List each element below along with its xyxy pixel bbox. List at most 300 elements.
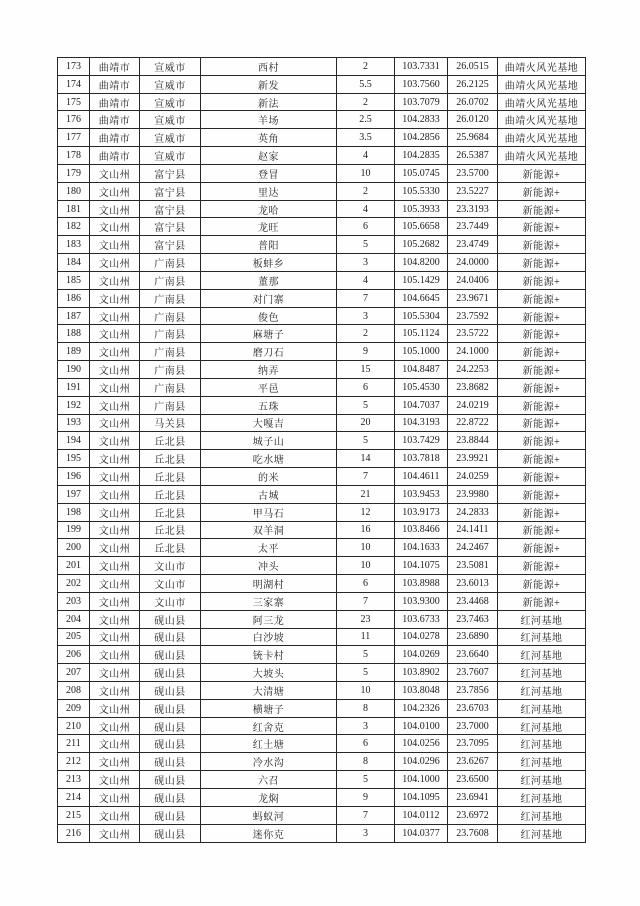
- village-name: 羊场: [201, 111, 337, 129]
- base-category: 曲靖火风光基地: [498, 147, 586, 165]
- latitude: 23.7000: [448, 717, 498, 735]
- village-name: 登冒: [201, 164, 337, 182]
- village-name: 里达: [201, 182, 337, 200]
- base-category: 红河基地: [498, 753, 586, 771]
- base-category: 新能源+: [498, 200, 586, 218]
- row-number: 203: [58, 592, 90, 610]
- capacity-value: 10: [337, 164, 395, 182]
- row-number: 193: [58, 414, 90, 432]
- base-category: 新能源+: [498, 468, 586, 486]
- row-number: 185: [58, 271, 90, 289]
- row-number: 188: [58, 325, 90, 343]
- prefecture: 文山州: [90, 236, 140, 254]
- base-category: 新能源+: [498, 289, 586, 307]
- table-row: [58, 378, 586, 396]
- table-row: [58, 753, 586, 771]
- latitude: 26.5387: [448, 147, 498, 165]
- table-row: [58, 236, 586, 254]
- capacity-value: 4: [337, 271, 395, 289]
- prefecture: 文山州: [90, 200, 140, 218]
- row-number: 212: [58, 753, 90, 771]
- table-row: [58, 361, 586, 379]
- latitude: 24.1000: [448, 343, 498, 361]
- capacity-value: 3: [337, 717, 395, 735]
- prefecture: 文山州: [90, 592, 140, 610]
- table-row: [58, 93, 586, 111]
- row-number: 190: [58, 361, 90, 379]
- village-name: 普阳: [201, 236, 337, 254]
- base-category: 红河基地: [498, 628, 586, 646]
- prefecture: 文山州: [90, 164, 140, 182]
- project-list-table: [57, 57, 586, 843]
- latitude: 23.6640: [448, 646, 498, 664]
- capacity-value: 2: [337, 93, 395, 111]
- table-row: [58, 628, 586, 646]
- longitude: 105.6658: [395, 218, 448, 236]
- county: 富宁县: [140, 164, 201, 182]
- capacity-value: 6: [337, 378, 395, 396]
- table-row: [58, 182, 586, 200]
- longitude: 104.1633: [395, 539, 448, 557]
- row-number: 201: [58, 557, 90, 575]
- table-row: [58, 575, 586, 593]
- longitude: 103.7331: [395, 58, 448, 76]
- row-number: 198: [58, 503, 90, 521]
- base-category: 红河基地: [498, 699, 586, 717]
- capacity-value: 11: [337, 628, 395, 646]
- table-row: [58, 735, 586, 753]
- county: 文山市: [140, 592, 201, 610]
- base-category: 新能源+: [498, 378, 586, 396]
- base-category: 红河基地: [498, 788, 586, 806]
- county: 宣威市: [140, 58, 201, 76]
- capacity-value: 6: [337, 735, 395, 753]
- table-row: [58, 646, 586, 664]
- county: 砚山县: [140, 788, 201, 806]
- longitude: 105.5304: [395, 307, 448, 325]
- longitude: 105.1429: [395, 271, 448, 289]
- village-name: 董那: [201, 271, 337, 289]
- base-category: 新能源+: [498, 592, 586, 610]
- base-category: 红河基地: [498, 771, 586, 789]
- row-number: 202: [58, 575, 90, 593]
- base-category: 曲靖火风光基地: [498, 129, 586, 147]
- row-number: 177: [58, 129, 90, 147]
- village-name: 六召: [201, 771, 337, 789]
- prefecture: 文山州: [90, 735, 140, 753]
- base-category: 红河基地: [498, 735, 586, 753]
- table-row: [58, 396, 586, 414]
- row-number: 186: [58, 289, 90, 307]
- county: 砚山县: [140, 735, 201, 753]
- county: 丘北县: [140, 539, 201, 557]
- row-number: 213: [58, 771, 90, 789]
- row-number: 189: [58, 343, 90, 361]
- latitude: 23.7095: [448, 735, 498, 753]
- latitude: 23.6013: [448, 575, 498, 593]
- latitude: 24.0259: [448, 468, 498, 486]
- county: 砚山县: [140, 824, 201, 842]
- latitude: 23.9671: [448, 289, 498, 307]
- prefecture: 文山州: [90, 664, 140, 682]
- base-category: 红河基地: [498, 717, 586, 735]
- prefecture: 文山州: [90, 307, 140, 325]
- village-name: 板蚌乡: [201, 254, 337, 272]
- county: 广南县: [140, 343, 201, 361]
- longitude: 104.1075: [395, 557, 448, 575]
- base-category: 新能源+: [498, 236, 586, 254]
- table-row: [58, 111, 586, 129]
- longitude: 104.1095: [395, 788, 448, 806]
- county: 文山市: [140, 575, 201, 593]
- row-number: 207: [58, 664, 90, 682]
- table-row: [58, 129, 586, 147]
- table-row: [58, 75, 586, 93]
- village-name: 平邑: [201, 378, 337, 396]
- latitude: 24.2253: [448, 361, 498, 379]
- village-name: 吃水塘: [201, 450, 337, 468]
- county: 广南县: [140, 289, 201, 307]
- village-name: 蚂蚁河: [201, 806, 337, 824]
- prefecture: 文山州: [90, 628, 140, 646]
- table-row: [58, 289, 586, 307]
- prefecture: 文山州: [90, 521, 140, 539]
- row-number: 194: [58, 432, 90, 450]
- table-row: [58, 664, 586, 682]
- prefecture: 文山州: [90, 271, 140, 289]
- base-category: 红河基地: [498, 664, 586, 682]
- prefecture: 文山州: [90, 378, 140, 396]
- table-row: [58, 432, 586, 450]
- table-row: [58, 200, 586, 218]
- capacity-value: 9: [337, 343, 395, 361]
- county: 砚山县: [140, 610, 201, 628]
- base-category: 新能源+: [498, 539, 586, 557]
- prefecture: 文山州: [90, 254, 140, 272]
- village-name: 白沙坡: [201, 628, 337, 646]
- prefecture: 文山州: [90, 699, 140, 717]
- table-row: [58, 771, 586, 789]
- longitude: 103.8902: [395, 664, 448, 682]
- latitude: 23.9980: [448, 485, 498, 503]
- base-category: 新能源+: [498, 521, 586, 539]
- longitude: 105.4530: [395, 378, 448, 396]
- base-category: 新能源+: [498, 503, 586, 521]
- longitude: 104.0100: [395, 717, 448, 735]
- capacity-value: 5: [337, 236, 395, 254]
- table-row: [58, 147, 586, 165]
- row-number: 196: [58, 468, 90, 486]
- county: 富宁县: [140, 218, 201, 236]
- longitude: 103.7560: [395, 75, 448, 93]
- longitude: 104.0278: [395, 628, 448, 646]
- county: 砚山县: [140, 664, 201, 682]
- village-name: 红舍克: [201, 717, 337, 735]
- row-number: 208: [58, 681, 90, 699]
- row-number: 200: [58, 539, 90, 557]
- prefecture: 文山州: [90, 824, 140, 842]
- latitude: 24.0000: [448, 254, 498, 272]
- base-category: 新能源+: [498, 343, 586, 361]
- village-name: 纳弄: [201, 361, 337, 379]
- capacity-value: 12: [337, 503, 395, 521]
- capacity-value: 3.5: [337, 129, 395, 147]
- latitude: 23.9921: [448, 450, 498, 468]
- longitude: 103.7818: [395, 450, 448, 468]
- table-row: [58, 218, 586, 236]
- county: 砚山县: [140, 753, 201, 771]
- village-name: 红土塘: [201, 735, 337, 753]
- village-name: 城子山: [201, 432, 337, 450]
- county: 丘北县: [140, 432, 201, 450]
- village-name: 三家寨: [201, 592, 337, 610]
- county: 丘北县: [140, 468, 201, 486]
- capacity-value: 14: [337, 450, 395, 468]
- village-name: 冲头: [201, 557, 337, 575]
- capacity-value: 4: [337, 147, 395, 165]
- latitude: 22.8722: [448, 414, 498, 432]
- county: 砚山县: [140, 646, 201, 664]
- base-category: 新能源+: [498, 271, 586, 289]
- village-name: 龙焖: [201, 788, 337, 806]
- longitude: 104.2326: [395, 699, 448, 717]
- latitude: 23.6890: [448, 628, 498, 646]
- base-category: 新能源+: [498, 307, 586, 325]
- village-name: 大嘎吉: [201, 414, 337, 432]
- latitude: 23.6500: [448, 771, 498, 789]
- row-number: 214: [58, 788, 90, 806]
- capacity-value: 5.5: [337, 75, 395, 93]
- latitude: 23.5722: [448, 325, 498, 343]
- capacity-value: 6: [337, 218, 395, 236]
- capacity-value: 15: [337, 361, 395, 379]
- row-number: 178: [58, 147, 90, 165]
- village-name: 的米: [201, 468, 337, 486]
- county: 砚山县: [140, 717, 201, 735]
- longitude: 103.8988: [395, 575, 448, 593]
- prefecture: 曲靖市: [90, 111, 140, 129]
- village-name: 迷你克: [201, 824, 337, 842]
- prefecture: 文山州: [90, 450, 140, 468]
- longitude: 104.2835: [395, 147, 448, 165]
- longitude: 105.3933: [395, 200, 448, 218]
- row-number: 181: [58, 200, 90, 218]
- capacity-value: 7: [337, 468, 395, 486]
- table-row: [58, 610, 586, 628]
- longitude: 104.1000: [395, 771, 448, 789]
- table-row: [58, 806, 586, 824]
- base-category: 红河基地: [498, 646, 586, 664]
- capacity-value: 8: [337, 753, 395, 771]
- county: 丘北县: [140, 450, 201, 468]
- row-number: 182: [58, 218, 90, 236]
- prefecture: 曲靖市: [90, 129, 140, 147]
- table-row: [58, 521, 586, 539]
- county: 砚山县: [140, 771, 201, 789]
- county: 富宁县: [140, 182, 201, 200]
- latitude: 26.2125: [448, 75, 498, 93]
- capacity-value: 21: [337, 485, 395, 503]
- county: 宣威市: [140, 93, 201, 111]
- base-category: 新能源+: [498, 325, 586, 343]
- capacity-value: 5: [337, 664, 395, 682]
- row-number: 180: [58, 182, 90, 200]
- prefecture: 文山州: [90, 432, 140, 450]
- capacity-value: 2.5: [337, 111, 395, 129]
- longitude: 104.4611: [395, 468, 448, 486]
- county: 马关县: [140, 414, 201, 432]
- base-category: 红河基地: [498, 610, 586, 628]
- row-number: 205: [58, 628, 90, 646]
- longitude: 103.6733: [395, 610, 448, 628]
- county: 宣威市: [140, 147, 201, 165]
- longitude: 104.0269: [395, 646, 448, 664]
- row-number: 191: [58, 378, 90, 396]
- prefecture: 文山州: [90, 396, 140, 414]
- row-number: 192: [58, 396, 90, 414]
- latitude: 23.7856: [448, 681, 498, 699]
- prefecture: 文山州: [90, 218, 140, 236]
- capacity-value: 5: [337, 396, 395, 414]
- prefecture: 文山州: [90, 806, 140, 824]
- latitude: 23.5700: [448, 164, 498, 182]
- village-name: 明湖村: [201, 575, 337, 593]
- base-category: 新能源+: [498, 396, 586, 414]
- county: 富宁县: [140, 236, 201, 254]
- county: 广南县: [140, 396, 201, 414]
- capacity-value: 3: [337, 307, 395, 325]
- capacity-value: 7: [337, 592, 395, 610]
- capacity-value: 3: [337, 824, 395, 842]
- village-name: 大清塘: [201, 681, 337, 699]
- village-name: 阿三龙: [201, 610, 337, 628]
- prefecture: 文山州: [90, 557, 140, 575]
- village-name: 太平: [201, 539, 337, 557]
- county: 砚山县: [140, 806, 201, 824]
- latitude: 23.3193: [448, 200, 498, 218]
- capacity-value: 5: [337, 432, 395, 450]
- row-number: 204: [58, 610, 90, 628]
- capacity-value: 6: [337, 575, 395, 593]
- table-row: [58, 343, 586, 361]
- prefecture: 曲靖市: [90, 147, 140, 165]
- prefecture: 曲靖市: [90, 58, 140, 76]
- village-name: 龙旺: [201, 218, 337, 236]
- table-row: [58, 271, 586, 289]
- prefecture: 文山州: [90, 717, 140, 735]
- village-name: 双羊洞: [201, 521, 337, 539]
- prefecture: 文山州: [90, 485, 140, 503]
- prefecture: 曲靖市: [90, 75, 140, 93]
- prefecture: 文山州: [90, 646, 140, 664]
- base-category: 新能源+: [498, 432, 586, 450]
- table-row: [58, 539, 586, 557]
- village-name: 铳卡村: [201, 646, 337, 664]
- latitude: 23.7607: [448, 664, 498, 682]
- latitude: 23.6703: [448, 699, 498, 717]
- table-row: [58, 503, 586, 521]
- table-row: [58, 254, 586, 272]
- row-number: 184: [58, 254, 90, 272]
- table-row: [58, 58, 586, 76]
- village-name: 龙哈: [201, 200, 337, 218]
- longitude: 105.1124: [395, 325, 448, 343]
- longitude: 105.1000: [395, 343, 448, 361]
- table-row: [58, 450, 586, 468]
- capacity-value: 10: [337, 557, 395, 575]
- latitude: 23.8682: [448, 378, 498, 396]
- prefecture: 文山州: [90, 610, 140, 628]
- capacity-value: 9: [337, 788, 395, 806]
- village-name: 麻塘子: [201, 325, 337, 343]
- village-name: 西村: [201, 58, 337, 76]
- latitude: 24.0219: [448, 396, 498, 414]
- row-number: 174: [58, 75, 90, 93]
- prefecture: 文山州: [90, 753, 140, 771]
- county: 砚山县: [140, 681, 201, 699]
- latitude: 26.0515: [448, 58, 498, 76]
- latitude: 23.7449: [448, 218, 498, 236]
- longitude: 103.9453: [395, 485, 448, 503]
- capacity-value: 16: [337, 521, 395, 539]
- base-category: 新能源+: [498, 164, 586, 182]
- base-category: 新能源+: [498, 254, 586, 272]
- county: 文山市: [140, 557, 201, 575]
- latitude: 23.7592: [448, 307, 498, 325]
- latitude: 24.2467: [448, 539, 498, 557]
- village-name: 赵家: [201, 147, 337, 165]
- latitude: 26.0702: [448, 93, 498, 111]
- longitude: 104.2833: [395, 111, 448, 129]
- capacity-value: 23: [337, 610, 395, 628]
- base-category: 新能源+: [498, 414, 586, 432]
- longitude: 103.7429: [395, 432, 448, 450]
- village-name: 俊色: [201, 307, 337, 325]
- village-name: 新法: [201, 93, 337, 111]
- base-category: 曲靖火风光基地: [498, 111, 586, 129]
- county: 广南县: [140, 325, 201, 343]
- county: 广南县: [140, 254, 201, 272]
- longitude: 104.7037: [395, 396, 448, 414]
- latitude: 23.7463: [448, 610, 498, 628]
- row-number: 187: [58, 307, 90, 325]
- base-category: 红河基地: [498, 681, 586, 699]
- row-number: 209: [58, 699, 90, 717]
- row-number: 195: [58, 450, 90, 468]
- longitude: 104.0112: [395, 806, 448, 824]
- row-number: 211: [58, 735, 90, 753]
- table-body: [58, 58, 586, 843]
- base-category: 红河基地: [498, 824, 586, 842]
- county: 广南县: [140, 307, 201, 325]
- village-name: 横塘子: [201, 699, 337, 717]
- prefecture: 文山州: [90, 361, 140, 379]
- capacity-value: 7: [337, 806, 395, 824]
- county: 丘北县: [140, 485, 201, 503]
- latitude: 23.5227: [448, 182, 498, 200]
- village-name: 甲马石: [201, 503, 337, 521]
- prefecture: 文山州: [90, 182, 140, 200]
- prefecture: 文山州: [90, 788, 140, 806]
- row-number: 175: [58, 93, 90, 111]
- table-row: [58, 164, 586, 182]
- base-category: 新能源+: [498, 485, 586, 503]
- base-category: 红河基地: [498, 806, 586, 824]
- latitude: 24.2833: [448, 503, 498, 521]
- table-row: [58, 681, 586, 699]
- base-category: 新能源+: [498, 557, 586, 575]
- county: 宣威市: [140, 75, 201, 93]
